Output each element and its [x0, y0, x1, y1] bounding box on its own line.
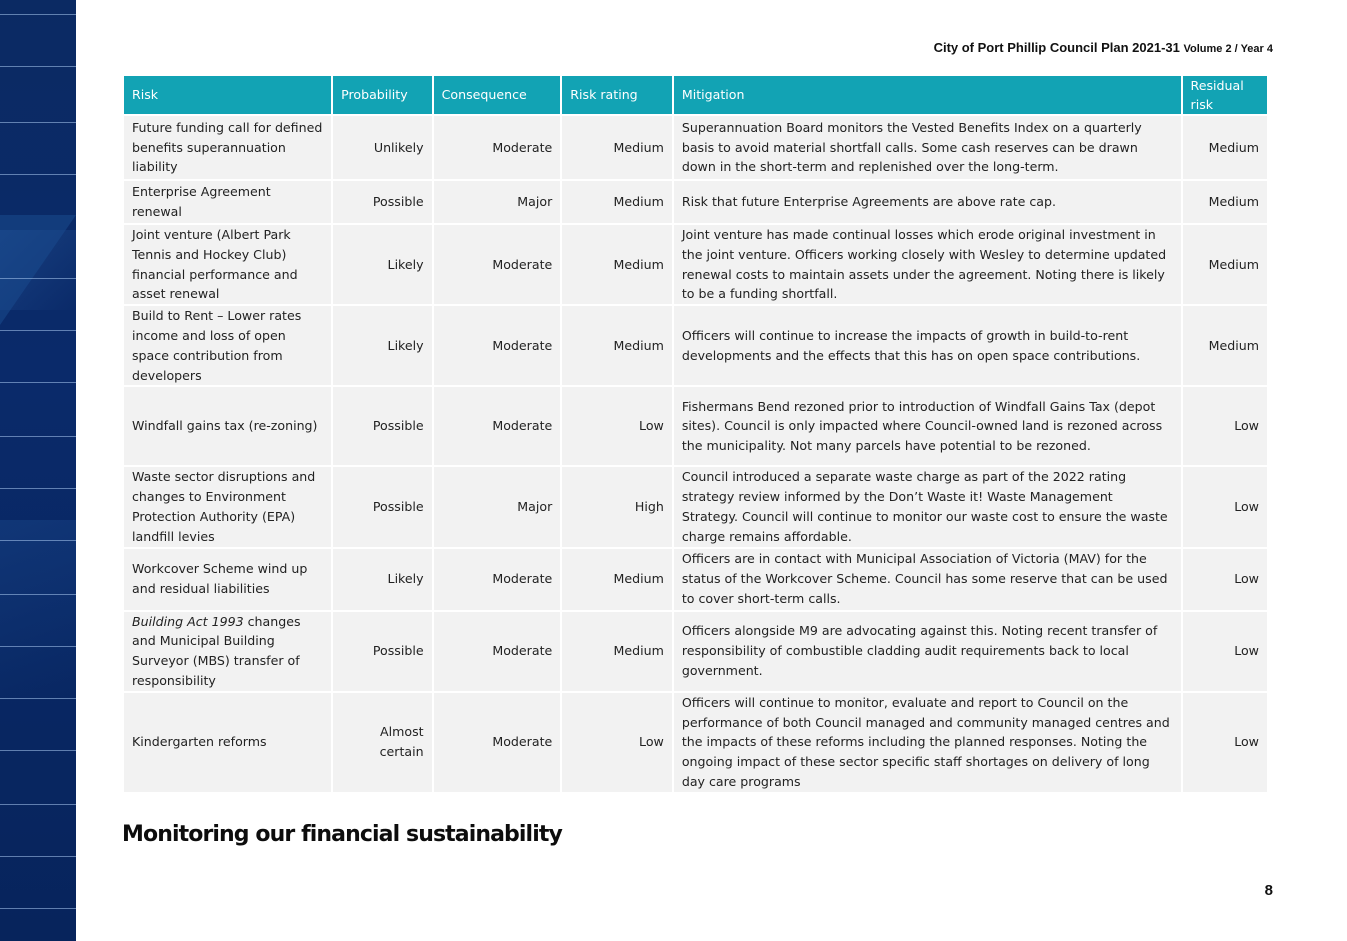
- table-row: [124, 181, 1267, 223]
- page-number: 8: [1264, 882, 1273, 899]
- residual-risk-cell: Medium: [1183, 225, 1267, 304]
- mitigation-cell: Council introduced a separate waste charge as part of the 2022 rating strategy review informed by the Don’t Waste it! Waste Management Strategy. Council will continue to monitor our waste cost to ensure the waste charge remains affordable.: [674, 467, 1181, 546]
- risk-cell: Joint venture (Albert Park Tennis and Hockey Club) financial performance and asset renewal: [124, 225, 331, 304]
- risk-cell: Future funding call for defined benefits superannuation liability: [124, 116, 331, 179]
- residual-risk-cell: Low: [1183, 549, 1267, 610]
- risk-rating-cell: Medium: [562, 116, 672, 179]
- table-header-row: [124, 76, 1267, 114]
- table-row: [124, 693, 1267, 792]
- table-row: [124, 116, 1267, 179]
- table-row: [124, 467, 1267, 546]
- risk-rating-cell: Medium: [562, 181, 672, 223]
- table-row: [124, 306, 1267, 385]
- risk-rating-cell: High: [562, 467, 672, 546]
- column-header-probability: Probability: [333, 76, 432, 114]
- risk-rating-cell: Medium: [562, 612, 672, 691]
- risk-cell: Enterprise Agreement renewal: [124, 181, 331, 223]
- residual-risk-cell: Medium: [1183, 181, 1267, 223]
- volume-label: Volume 2 / Year 4: [1183, 43, 1273, 55]
- probability-cell: Possible: [333, 612, 432, 691]
- residual-risk-cell: Low: [1183, 693, 1267, 792]
- consequence-cell: Moderate: [434, 225, 561, 304]
- document-title: City of Port Phillip Council Plan 2021-31: [933, 40, 1180, 55]
- consequence-cell: Major: [434, 181, 561, 223]
- column-header-residual-risk: Residual risk: [1183, 76, 1267, 114]
- risk-rating-cell: Medium: [562, 549, 672, 610]
- risk-cell: Workcover Scheme wind up and residual liabilities: [124, 549, 331, 610]
- risk-cell: [124, 612, 331, 691]
- consequence-cell: Moderate: [434, 116, 561, 179]
- mitigation-cell: Officers alongside M9 are advocating against this. Noting recent transfer of responsibility of combustible cladding audit requirements back to local government.: [674, 612, 1181, 691]
- sidebar-decoration: [0, 0, 76, 941]
- risk-rating-cell: Low: [562, 693, 672, 792]
- consequence-cell: Moderate: [434, 387, 561, 465]
- residual-risk-cell: Medium: [1183, 116, 1267, 179]
- risk-cell: Kindergarten reforms: [124, 693, 331, 792]
- table-row: [124, 549, 1267, 610]
- table-row: [124, 387, 1267, 465]
- residual-risk-cell: Medium: [1183, 306, 1267, 385]
- table-row: [124, 225, 1267, 304]
- probability-cell: Likely: [333, 306, 432, 385]
- mitigation-cell: Risk that future Enterprise Agreements are above rate cap.: [674, 181, 1181, 223]
- legislation-title: Building Act 1993: [132, 613, 244, 629]
- consequence-cell: Moderate: [434, 549, 561, 610]
- column-header-mitigation: Mitigation: [674, 76, 1181, 114]
- risk-rating-cell: Low: [562, 387, 672, 465]
- mitigation-cell: Officers will continue to increase the impacts of growth in build-to-rent developments and the effects that this has on open space contributions.: [674, 306, 1181, 385]
- mitigation-cell: Fishermans Bend rezoned prior to introduction of Windfall Gains Tax (depot sites). Council is only impacted where Council-owned land is rezoned across the municipality. Not many parcels have potential to be rezoned.: [674, 387, 1181, 465]
- probability-cell: Almost certain: [333, 693, 432, 792]
- residual-risk-cell: Low: [1183, 387, 1267, 465]
- probability-cell: Unlikely: [333, 116, 432, 179]
- column-header-consequence: Consequence: [434, 76, 561, 114]
- consequence-cell: Major: [434, 467, 561, 546]
- risk-table: [122, 74, 1269, 794]
- risk-cell: Build to Rent – Lower rates income and loss of open space contribution from developers: [124, 306, 331, 385]
- table-row: [124, 612, 1267, 691]
- mitigation-cell: Joint venture has made continual losses which erode original investment in the joint venture. Officers working closely with Wesley to determine updated renewal costs to maintain assets under the agreement. Noting there is likely to be a funding shortfall.: [674, 225, 1181, 304]
- mitigation-cell: Officers are in contact with Municipal Association of Victoria (MAV) for the status of the Workcover Scheme. Council has some reserve that can be used to cover short-term calls.: [674, 549, 1181, 610]
- column-header-risk: Risk: [124, 76, 331, 114]
- probability-cell: Possible: [333, 387, 432, 465]
- risk-rating-cell: Medium: [562, 306, 672, 385]
- probability-cell: Possible: [333, 467, 432, 546]
- mitigation-cell: Officers will continue to monitor, evaluate and report to Council on the performance of both Council managed and community managed centres and the impacts of these reforms including the planned responses. Noting the ongoing impact of these sector specific staff shortages on delivery of long day care programs: [674, 693, 1181, 792]
- mitigation-cell: Superannuation Board monitors the Vested Benefits Index on a quarterly basis to avoid material shortfall calls. Some cash reserves can be drawn down in the short-term and replenished over the long-term.: [674, 116, 1181, 179]
- risk-text: changes and Municipal Building Surveyor (MBS) transfer of responsibility: [132, 613, 301, 688]
- risk-rating-cell: Medium: [562, 225, 672, 304]
- consequence-cell: Moderate: [434, 306, 561, 385]
- probability-cell: Likely: [333, 225, 432, 304]
- page-header: [934, 40, 1273, 55]
- consequence-cell: Moderate: [434, 693, 561, 792]
- probability-cell: Likely: [333, 549, 432, 610]
- consequence-cell: Moderate: [434, 612, 561, 691]
- probability-cell: Possible: [333, 181, 432, 223]
- risk-cell: Waste sector disruptions and changes to Environment Protection Authority (EPA) landfill levies: [124, 467, 331, 546]
- residual-risk-cell: Low: [1183, 612, 1267, 691]
- section-heading: Monitoring our financial sustainability: [122, 822, 562, 847]
- residual-risk-cell: Low: [1183, 467, 1267, 546]
- column-header-risk-rating: Risk rating: [562, 76, 672, 114]
- risk-cell: Windfall gains tax (re-zoning): [124, 387, 331, 465]
